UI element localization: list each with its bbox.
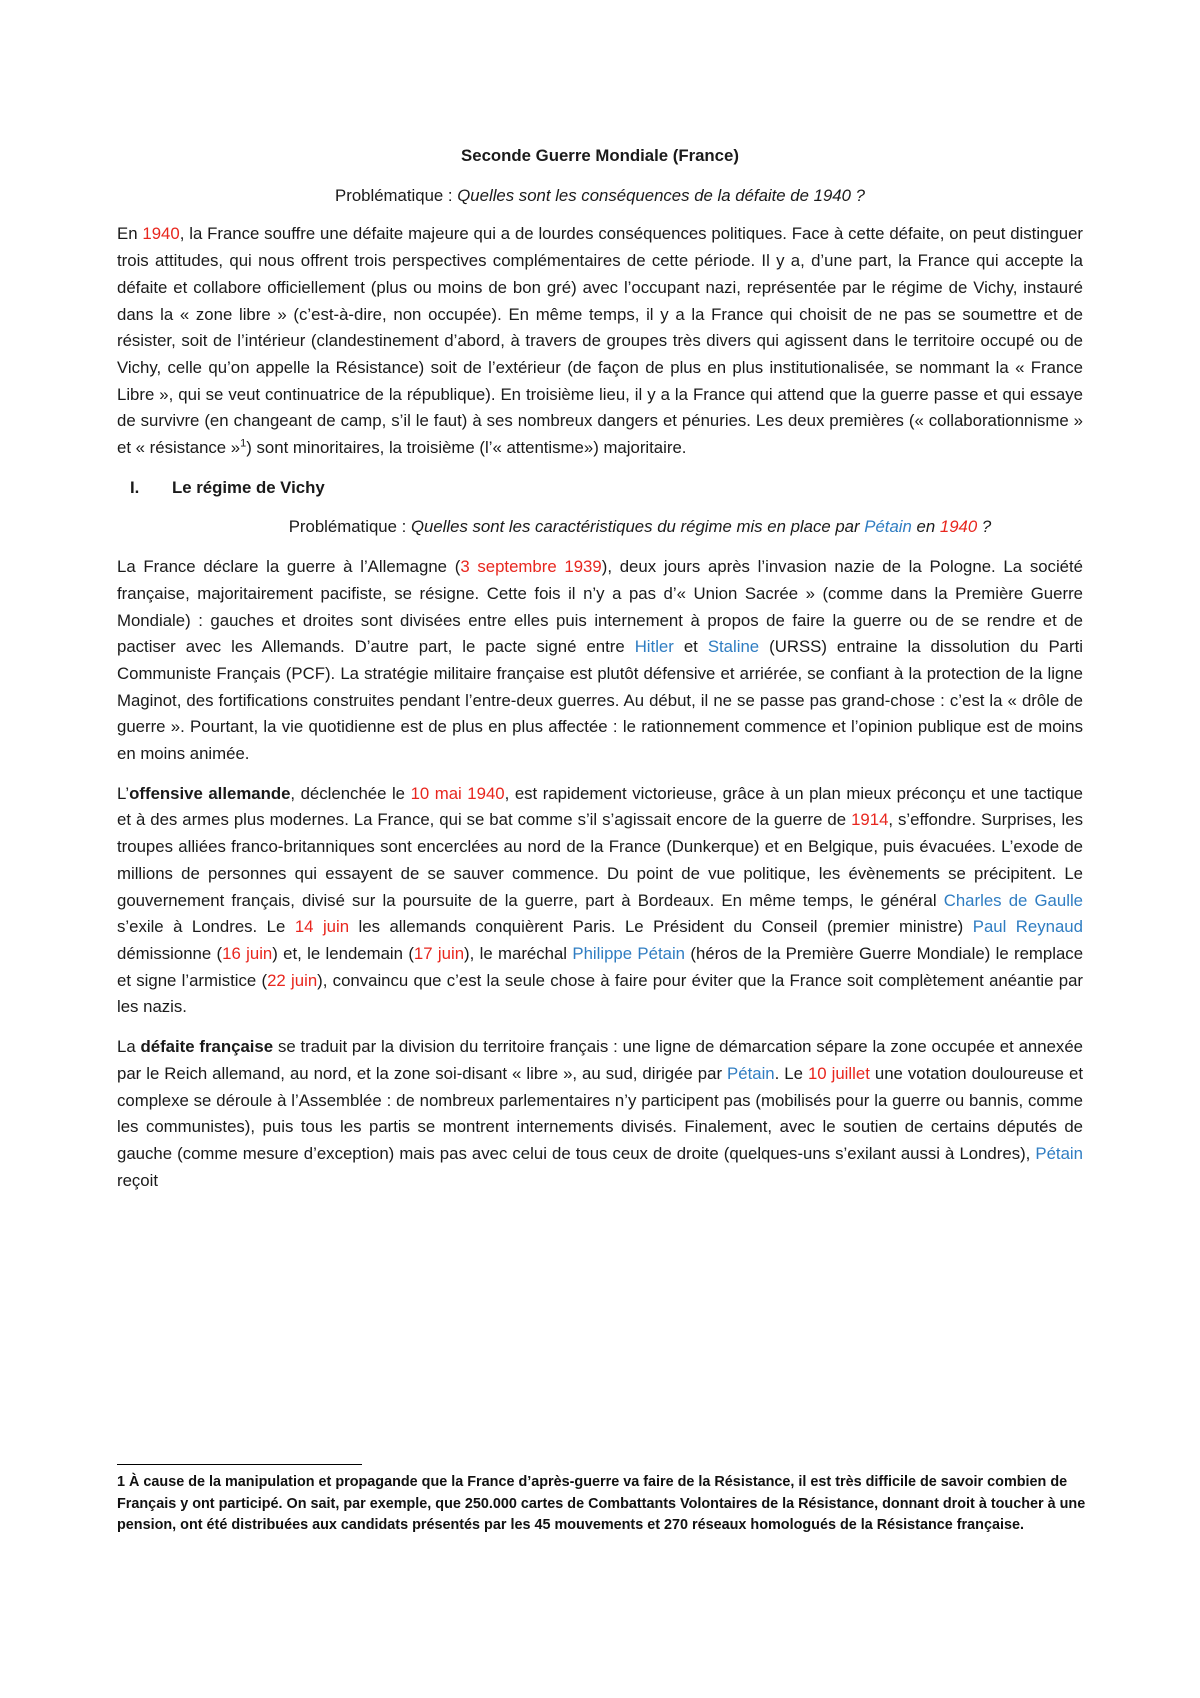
intro-problematique <box>117 183 1083 210</box>
name-highlight: Charles de Gaulle <box>943 890 1084 910</box>
paragraph-defaite: La défaite française se traduit par la division du territoire français : une ligne de démarcation sépare la zone occupée et annexée par le Reich allemand, au nord, et la zone soi-disant « libre », au sud, dirigée par Pétain. Le 10 juillet une votation douloureuse et complexe se déroule à l’Assemblée : de nombreux parlementaires n’y participent pas (mobilisés pour la guerre ou bannis, comme les communistes), puis tous les partis se montrent internements divisés. Finalement, avec le soutien de certains députés de gauche (comme mesure d’exception) mais pas avec celui de tous ceux de droite (quelques-uns s’exilant aussi à Londres), Pétain reçoit <box>117 1037 1083 1190</box>
date-highlight: 1940 <box>939 517 978 537</box>
date-highlight: 22 juin <box>267 970 318 990</box>
document-page <box>117 143 1083 1194</box>
intro-paragraph: En 1940, la France souffre une défaite majeure qui a de lourdes conséquences politiques. Face à cette défaite, on peut distinguer trois attitudes, qui nous offrent trois perspectives complémentaires de cette période. Il y a, d’une part, la France qui accepte la défaite et collabore officiellement (plus ou moins de bon gré) avec l’occupant nazi, représentée par le régime de Vichy, instauré dans la « zone libre » (c’est-à-dire, non occupée). En même temps, il y a la France qui choisit de ne pas se soumettre et de résister, soit de l’intérieur (clandestinement d’abord, à travers de groupes très divers qui agissent dans le territoire occupé ou de Vichy, celle qu’on appelle la Résistance) soit de l’extérieur (de façon de plus en plus institutionalisée, se nommant la « France Libre », qui se veut continuatrice de la république). En troisième lieu, il y a la France qui attend que la guerre passe et qui essaye de survivre (en changeant de camp, s’il le faut) à ses nombreux dangers et pénuries. Les deux premières (« collaborationnisme » et « résistance »$^1$) sont minoritaires, la troisième (l’« attentisme») majoritaire. <box>117 224 1083 458</box>
section-number: I. <box>130 477 140 497</box>
name-highlight: Paul Reynaud <box>972 917 1083 937</box>
date-highlight: 1940 <box>142 224 180 244</box>
name-highlight: Philippe Pétain <box>572 943 686 963</box>
date-highlight: 16 juin <box>222 943 273 963</box>
bold-term: défaite française <box>140 1037 274 1057</box>
date-highlight: 10 juillet <box>807 1063 870 1083</box>
footnote-number: 1 <box>117 1474 126 1490</box>
section-problematique: Problématique : Quelles sont les caractéristiques du régime mis en place par Pétain en 1940 ? <box>288 517 992 537</box>
problematique-label: Problématique : <box>335 185 453 205</box>
name-highlight: Pétain <box>864 517 912 537</box>
name-highlight: Staline <box>707 637 760 657</box>
section-heading <box>117 475 1083 502</box>
paragraph-offensive: L’offensive allemande, déclenchée le 10 mai 1940, est rapidement victorieuse, grâce à un plan mieux préconçu et une tactique et à des armes plus modernes. La France, qui se bat comme s’il s’agissait encore de la guerre de 1914, s’effondre. Surprises, les troupes alliées franco-britanniques sont encerclées au nord de la France (Dunkerque) et en Belgique, puis évacuées. L’exode de millions de personnes qui essayent de se sauver commence. Du point de vue politique, les évènements se précipitent. Le gouvernement français, divisé sur la poursuite de la guerre, part à Bordeaux. En même temps, le général Charles de Gaulle s’exile à Londres. Le 14 juin les allemands conquièrent Paris. Le Président du Conseil (premier ministre) Paul Reynaud démissionne (16 juin) et, le lendemain (17 juin), le maréchal Philippe Pétain (héros de la Première Guerre Mondiale) le remplace et signe l’armistice (22 juin), convaincu que c’est la seule chose à faire pour éviter que la France soit complètement anéantie par les nazis. <box>117 783 1084 1017</box>
name-highlight: Hitler <box>634 637 674 657</box>
date-highlight: 10 mai 1940 <box>410 783 505 803</box>
footnote-separator <box>117 1464 362 1465</box>
date-highlight: 14 juin <box>294 917 350 937</box>
name-highlight: Pétain <box>1035 1143 1083 1163</box>
footnote-reference[interactable]: 1 <box>240 437 247 450</box>
problematique-question: Quelles sont les conséquences de la défaite de 1940 ? <box>457 185 865 205</box>
date-highlight: 17 juin <box>413 943 465 963</box>
date-highlight: 3 septembre 1939 <box>460 557 602 577</box>
document-title: Seconde Guerre Mondiale (France) <box>461 146 739 165</box>
section-title: Le régime de Vichy <box>172 477 325 497</box>
footnote <box>117 1472 1087 1537</box>
footnote-text: À cause de la manipulation et propagande que la France d’après-guerre va faire de la Résistance, il est très difficile de savoir combien de Français y ont participé. On sait, par exemple, que 250.000 cartes de Combattants Volontaires de la Résistance, donnant droit à toucher à une pension, ont été distribuées aux candidats présentés par les 45 mouvements et 270 réseaux homologués de la Résistance française. <box>117 1474 1086 1533</box>
bold-term: offensive allemande <box>129 783 291 803</box>
paragraph-declaration: La France déclare la guerre à l’Allemagne (3 septembre 1939), deux jours après l’invasion nazie de la Pologne. La société française, majoritairement pacifiste, se résigne. Cette fois il n’y a pas d’« Union Sacrée » (comme dans la Première Guerre Mondiale) : gauches et droites sont divisées entre elles puis internement à propos de faire la guerre ou de se rendre et de pactiser avec les Allemands. D’autre part, le pacte signé entre Hitler et Staline (URSS) entraine la dissolution du Parti Communiste Français (PCF). La stratégie militaire française est plutôt défensive et arriérée, se confiant à la protection de la ligne Maginot, des fortifications construites pendant l’entre-deux guerres. Au début, il ne se passe pas grand-chose : c’est la « drôle de guerre ». Pourtant, la vie quotidienne est de plus en plus affectée : le rationnement commence et l’opinion publique est de moins en moins animée. <box>117 557 1084 764</box>
date-highlight: 1914 <box>851 810 889 830</box>
name-highlight: Pétain <box>727 1063 775 1083</box>
